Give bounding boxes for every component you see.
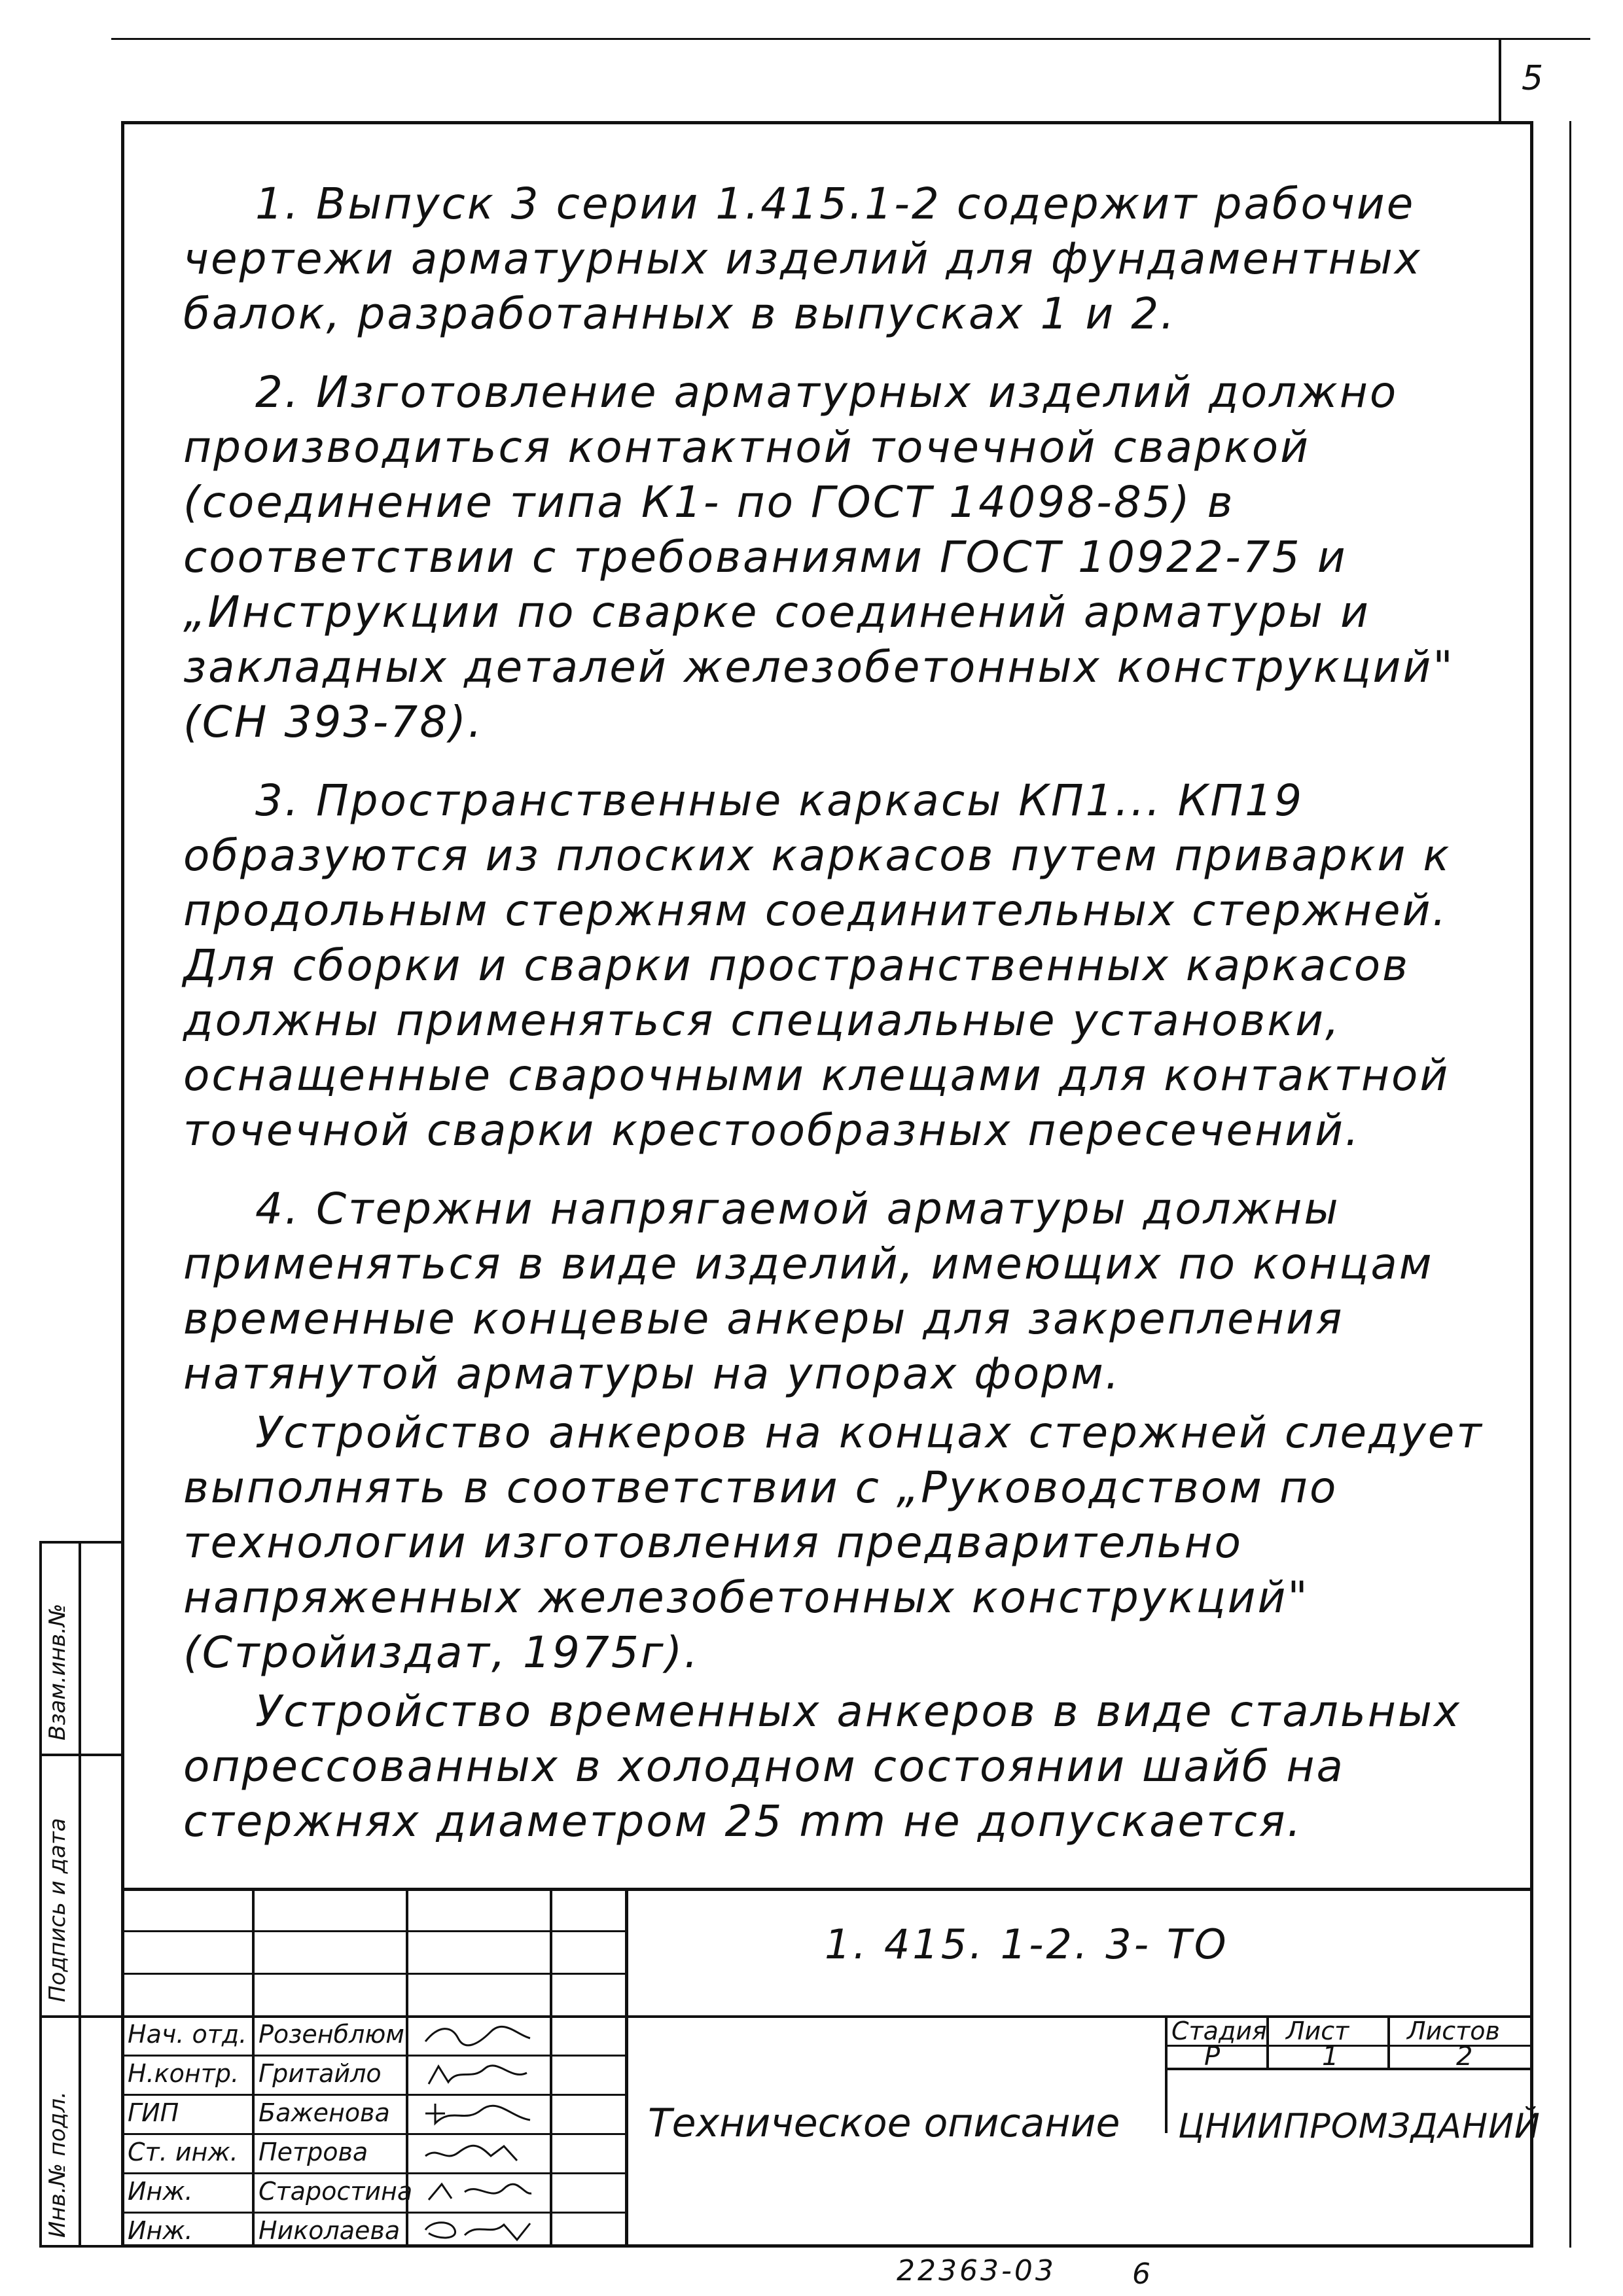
footer-number: 6: [1132, 2257, 1150, 2291]
right-outer-line: [1569, 121, 1571, 2248]
signature-2: [419, 2061, 537, 2087]
staff-role-2: Н.контр.: [128, 2059, 240, 2088]
sheet-value: 1: [1322, 2041, 1339, 2072]
staff-name-4: Петрова: [259, 2138, 368, 2166]
paragraph-6: Устройство временных анкеров в виде стальных опрессованных в холодном состоянии шайб на стержнях диаметром 25 mm не допускается.: [183, 1686, 1462, 1846]
paragraph-1: 1. Выпуск 3 серии 1.415.1-2 содержит рабочие чертежи арматурных изделий для фундаментных балок, разработанных в выпусках 1 и 2.: [183, 179, 1422, 339]
side-label-vzam-inv: Взам.инв.№: [45, 1603, 71, 1740]
tb-vline-stage: [1165, 2015, 1168, 2133]
paragraph-2: 2. Изготовление арматурных изделий должно производиться контактной точечной сваркой (соединение типа К1- по ГОСТ 14098-85) в соответствии с требованиями ГОСТ 10922-75 и „Инструкции по сварке соединений арматуры и закладных деталей железобетонных конструкций" (СН 393-78).: [183, 367, 1455, 747]
organization-name: ЦНИИПРОМЗДАНИЙ: [1178, 2107, 1541, 2146]
page-number: 5: [1522, 59, 1544, 98]
staff-role-5: Инж.: [128, 2177, 193, 2206]
signature-3: [419, 2100, 537, 2127]
tb-vline-4: [625, 1888, 628, 2248]
paragraph-5: Устройство анкеров на концах стержней следует выполнять в соответствии с „Руководством по технологии изготовления предварительно напряженных железобетонных конструкций" (Стройиздат, 1975г).: [183, 1407, 1484, 1678]
staff-role-6: Инж.: [128, 2216, 193, 2245]
side-strip-vertical: [79, 1541, 81, 2248]
signature-4: [419, 2140, 537, 2166]
footer-code: 22363-03: [897, 2254, 1056, 2287]
stage-value: Р: [1204, 2041, 1221, 2072]
signature-6: [419, 2217, 537, 2243]
staff-role-1: Нач. отд.: [128, 2020, 247, 2049]
side-label-inv-podl: Инв.№ подл.: [45, 2091, 71, 2238]
staff-name-3: Баженова: [259, 2098, 390, 2127]
side-label-podpis-data: Подпись и дата: [45, 1818, 71, 2002]
tb-vline-1: [252, 1888, 255, 2248]
tb-vline-3: [550, 1888, 552, 2248]
staff-role-4: Ст. инж.: [128, 2138, 238, 2166]
staff-role-3: ГИП: [128, 2098, 179, 2127]
sheets-value: 2: [1456, 2041, 1473, 2072]
stage-header: Стадия: [1171, 2017, 1267, 2045]
sheets-header: Листов: [1407, 2017, 1500, 2045]
document-title: Техническое описание: [648, 2100, 1120, 2146]
tb-vline-sheets: [1387, 2015, 1390, 2068]
staff-name-5: Старостина: [259, 2177, 413, 2206]
staff-name-6: Николаева: [259, 2216, 401, 2245]
paragraph-4: 4. Стержни напрягаемой арматуры должны применяться в виде изделий, имеющих по концам временные концевые анкеры для закрепления натянутой арматуры на упорах форм.: [183, 1184, 1434, 1399]
signature-5: [419, 2179, 537, 2205]
paragraph-3: 3. Пространственные каркасы КП1... КП19 образуются из плоских каркасов путем приварки к продольным стержням соединительных стержней. Для сборки и сварки пространственных каркасов должны применяться специальные установки, оснащенные сварочными клещами для контактной точечной сварки крестообразных пересечений.: [183, 775, 1452, 1156]
staff-name-2: Гритайло: [259, 2059, 382, 2088]
signature-1: [419, 2022, 537, 2048]
sheet-header: Лист: [1286, 2017, 1349, 2045]
top-rule: [111, 38, 1590, 40]
technical-description-text: [183, 177, 1525, 1873]
page-number-box-left: [1499, 38, 1501, 123]
staff-name-1: Розенблюм: [259, 2020, 404, 2049]
document-designation: 1. 415. 1-2. 3- ТО: [825, 1920, 1229, 1968]
tb-hline-stage-row: [1165, 2068, 1533, 2070]
